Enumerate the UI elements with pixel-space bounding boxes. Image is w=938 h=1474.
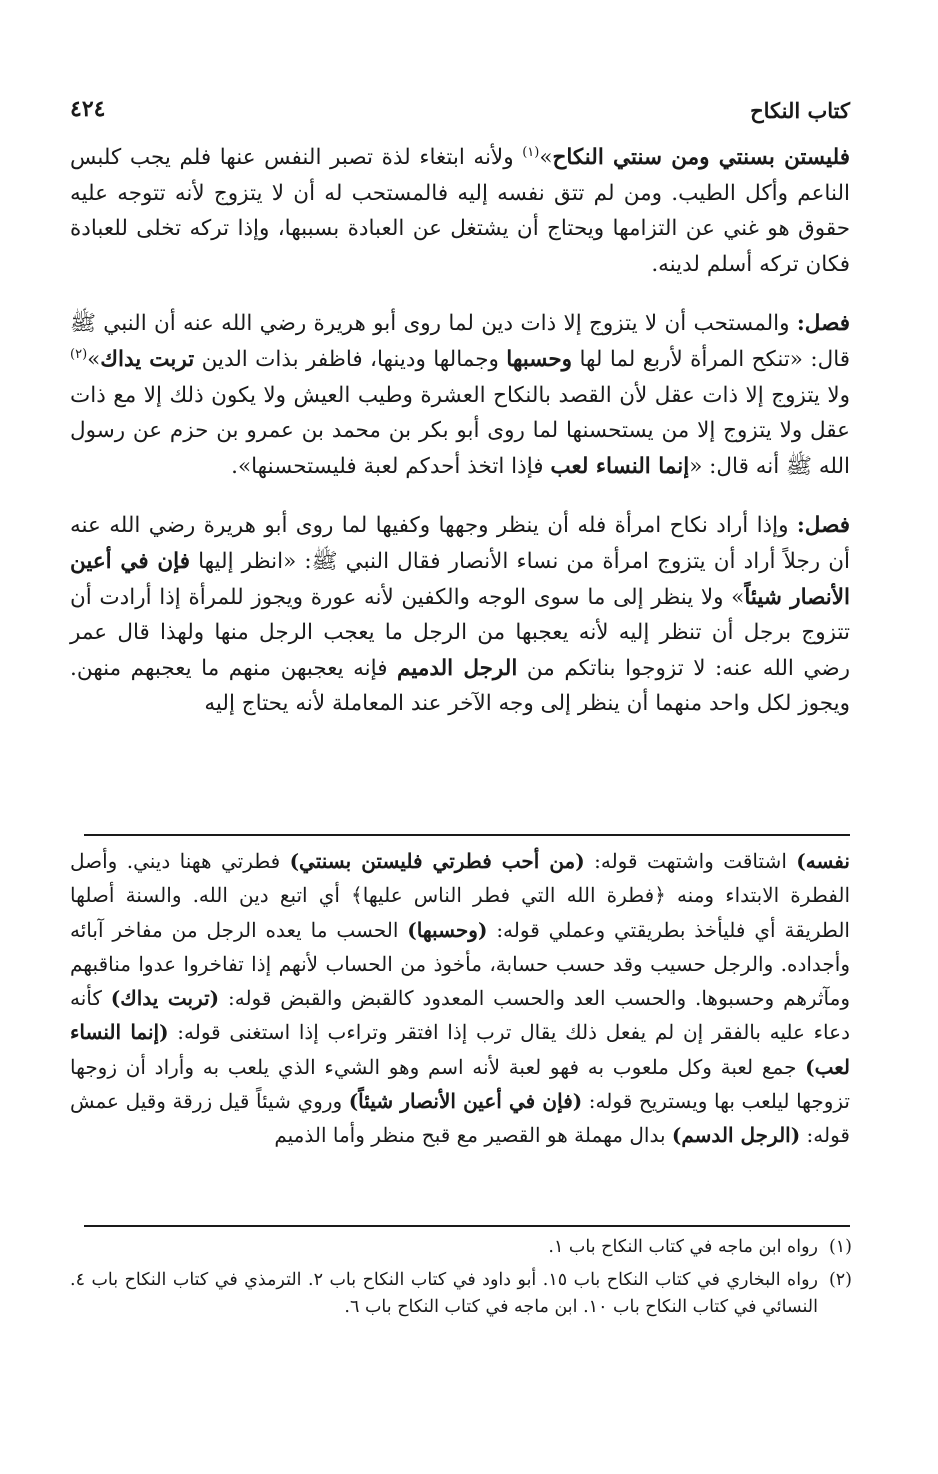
bold-term: (وحسبها) (407, 917, 488, 942)
footnotes (70, 1234, 852, 1327)
footnote-separator (84, 1225, 850, 1227)
page-number: ٤٢٤ (70, 96, 106, 122)
bold-term: (تربت يداك) (110, 986, 220, 1011)
bold-term: فإن في أعين الأنصار شيئاً (70, 548, 850, 610)
paragraph-text: ولأنه ابتغاء لذة تصبر النفس عنها فلم يجب كلبس الناعم وأكل الطيب. ومن لم تتق نفسه إليه فالمستحب له أن لا يتزوج لأنه تتوجه عليه حقوق هو غني عن التزامها ويحتاج أن يشتغل عن العبادة بسببها، وإذا تركه تخلى للعبادة فكان تركه أسلم لدينه. (70, 145, 850, 277)
quote-close: » (539, 145, 553, 170)
bold-term: (إنما النساء لعب) (70, 1020, 851, 1079)
commentary-span: كأنه دعاء عليه بالفقر إن لم يفعل ذلك يقال ترب إذا افتقر وتراءب إذا استغنى قوله: (70, 986, 850, 1045)
footnote-mark: (٢) (828, 1270, 852, 1290)
bold-term: إنما النساء لعب (550, 453, 690, 479)
paragraph-text: » ولا ينظر إلى ما سوى الوجه والكفين لأنه عورة ويجوز للمرأة إذا أرادت أن تتزوج برجل أن تنظر إليه لأنه يعجبها من الرجل ما يعجب الرجل منها ولهذا قال عمر رضي الله عنه: لا تزوجوا بناتكم من (70, 584, 850, 681)
bold-term: نفسه) (796, 849, 850, 873)
footnote-ref-1: (١) (522, 144, 540, 160)
paragraph-text: فإذا اتخذ أحدكم لعبة فليستحسنها». (231, 453, 551, 479)
footnote-text: رواه البخاري في كتاب النكاح باب ١٥. أبو داود في كتاب النكاح باب ٢. الترمذي في كتاب النكاح باب ٤. النسائي في كتاب النكاح باب ١٠. ابن ماجه في كتاب النكاح باب ٦. (70, 1270, 818, 1317)
bold-term: الرجل الدميم (397, 655, 518, 681)
bold-term: (من أحب فطرتي فليستن بسنتي) (289, 849, 585, 873)
bold-term: (الرجل الدسم) (671, 1123, 801, 1148)
commentary-span: اشتاقت واشتهت قوله: (584, 849, 797, 873)
footnote-mark: (١) (828, 1237, 852, 1257)
footnote-text: رواه ابن ماجه في كتاب النكاح باب ١. (548, 1237, 818, 1257)
paragraph-2 (70, 306, 850, 484)
paragraph-1 (70, 140, 850, 282)
hadith-quote: فليستن بسنتي ومن سنتي النكاح (552, 145, 850, 170)
paragraph-text: » (87, 346, 101, 372)
commentary (70, 844, 850, 1153)
commentary-span: بدال مهملة هو القصير مع قبح منظر وأما الذميم (274, 1123, 672, 1148)
footnote-2 (70, 1267, 852, 1321)
commentary-span: الحسب ما يعده الرجل من مفاخر آبائه وأجداده. والرجل حسيب وقد حسب حسابة، مأخوذ من الحساب لأنهم إذا تفاخروا عدوا مناقبهم ومآثرهم وحسبوها. والحسب العد والحسب المعدود كالقبض والقبض قوله: (70, 917, 850, 1011)
paragraph-text: وجمالها ودينها، فاظفر بذات الدين (194, 346, 507, 372)
paragraph-text: فإنه يعجبهن منهم ما يعجبهم منهن. ويجوز لكل واحد منهما أن ينظر إلى وجه الآخر عند المعاملة لأنه يحتاج إليه (70, 655, 850, 717)
bold-term: (فإن في أعين الأنصار شيئاً) (348, 1089, 583, 1114)
main-text (70, 140, 850, 722)
section-label: فصل: (796, 513, 850, 539)
commentary-span: جمع لعبة وكل ملعوب به فهو لعبة لأنه اسم وهو الشيء الذي يلعب به وأراد أن زوجها تزوجها ليلعب بها ويستريح قوله: (70, 1054, 851, 1114)
commentary-separator (84, 834, 850, 836)
footnote-ref-2: (٢) (70, 346, 88, 362)
paragraph-text: وإذا أراد نكاح امرأة فله أن ينظر وجهها وكفيها لما روى أبو هريرة رضي الله عنه أن رجلاً أراد أن يتزوج امرأة من نساء الأنصار فقال النبي ﷺ: «انظر إليها (70, 513, 850, 574)
bold-term: تربت يداك (100, 346, 195, 372)
page-header (70, 96, 850, 132)
running-title: كتاب النكاح (750, 98, 850, 123)
commentary-span: وروي شيئاً قيل زرقة وقيل عمش قوله: (70, 1089, 850, 1148)
section-label: فصل: (796, 311, 850, 337)
bold-term: وحسبها (506, 346, 573, 372)
footnote-1 (70, 1234, 852, 1261)
paragraph-3 (70, 508, 850, 722)
commentary-span: فطرتي ههنا ديني. وأصل الفطرة الابتداء ومنه ﴿فطرة الله التي فطر الناس عليها﴾ أي اتبع دين الله. والسنة أصلها الطريقة أي فليأخذ بطريقتي وعملي قوله: (70, 849, 850, 942)
paragraph-text: ولا يتزوج إلا ذات عقل لأن القصد بالنكاح العشرة وطيب العيش ولا يكون ذلك إلا مع ذات عقل ولا يتزوج إلا من يستحسنها لما روى أبو بكر بن محمد بن عمرو بن حزم عن رسول الله ﷺ أنه قال: « (70, 382, 850, 479)
paragraph-text: والمستحب أن لا يتزوج إلا ذات دين لما روى أبو هريرة رضي الله عنه أن النبي ﷺ قال: «تنكح المرأة لأربع لما لها (70, 311, 851, 372)
commentary-text (70, 844, 850, 1153)
